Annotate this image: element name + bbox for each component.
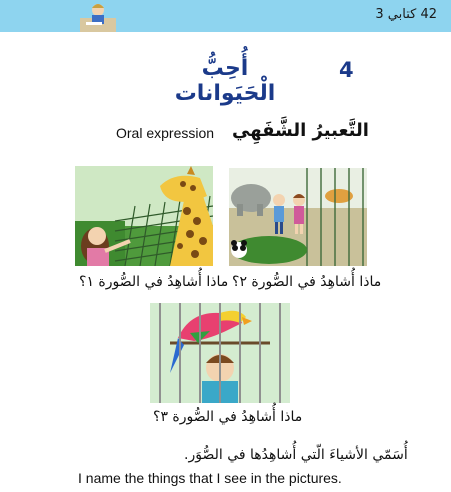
picture-3-parrot (150, 303, 290, 403)
zoo-children-illustration (229, 168, 367, 266)
page-number: 42 كتابي 3 (375, 7, 437, 22)
section-title-english: Oral expression (116, 125, 215, 141)
instruction-english: I name the things that I see in the pictures. (78, 470, 342, 486)
instruction-arabic: أُسَمّي الأشياءَ الّتي أُشاهِدُها في الصُّوَر. (184, 447, 408, 463)
lesson-title: أُحِبُّ الْحَيَوانات (174, 56, 276, 106)
section-title-arabic: التَّعبيرُ الشَّفَهِي (232, 120, 369, 141)
picture-1-giraffe (75, 166, 213, 266)
giraffe-feeding-illustration (75, 166, 213, 266)
picture-2-zoo (229, 168, 367, 266)
child-writing-icon (72, 0, 124, 32)
picture-3-caption: ماذا أُشاهِدُ في الصُّورة ٣؟ (153, 409, 303, 425)
parrot-cage-illustration (150, 303, 290, 403)
picture-1-caption: ماذا أُشاهِدُ في الصُّورة ١؟ (79, 274, 229, 290)
lesson-number: 4 (339, 58, 354, 82)
header-band (0, 0, 451, 32)
picture-2-caption: ماذا أُشاهِدُ في الصُّورة ٢؟ (232, 274, 382, 290)
